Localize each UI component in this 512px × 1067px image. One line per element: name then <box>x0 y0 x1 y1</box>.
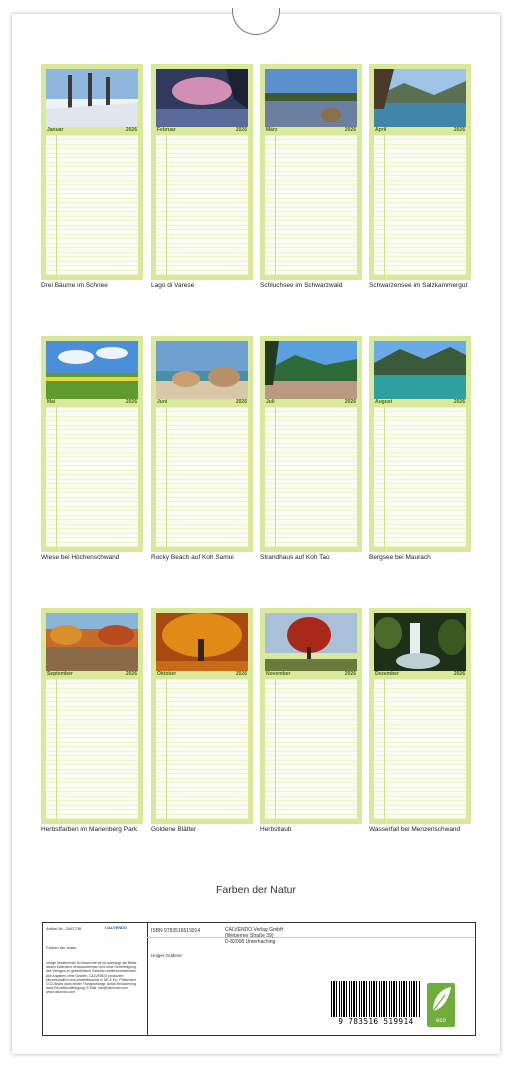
publisher-line: D-82008 Unterhaching <box>225 939 276 945</box>
imprint-box <box>42 922 476 1036</box>
article-number: Artikel-Nr.: 2067736 <box>46 926 82 931</box>
month-photo <box>374 613 466 671</box>
month-year: 2026 <box>235 399 247 405</box>
day-grid <box>46 679 138 819</box>
legal-notice: Infolge bestehender Schutzrechte ist es untersagt, die Bilder dieses Kalenders herauszutrennen und ohne Genehmigung des Verlages zu gewerblichen Zwecken weiterzuverwenden. Alle Angaben ohne Gewähr. CALVENDO produziert klimafreundlich und umweltbewusst in DE & EU. Präsentiert CO2-Bilanz dank bester Transportwege. Anfall-Reduzierung dank Einzelstückfertigung. E-Mail: info@calvendo.com · www.calvendo.com <box>46 961 137 995</box>
photo-caption: Drei Bäume im Schnee <box>41 282 108 289</box>
day-grid <box>374 679 466 819</box>
month-panel <box>369 64 471 289</box>
barcode-number: 9 783516 519914 <box>338 1017 414 1026</box>
month-panel <box>369 608 471 833</box>
month-photo <box>265 69 357 127</box>
month-year: 2026 <box>453 127 465 133</box>
barcode-bars <box>331 981 421 1017</box>
month-photo <box>374 341 466 399</box>
month-panel <box>41 336 143 561</box>
day-grid <box>374 407 466 547</box>
month-name: Dezember <box>375 671 399 677</box>
month-year: 2026 <box>453 671 465 677</box>
day-grid <box>265 135 357 275</box>
month-year: 2026 <box>453 399 465 405</box>
isbn-barcode <box>331 981 421 1027</box>
photo-caption: Lago di Varese <box>151 282 195 289</box>
month-year: 2026 <box>235 127 247 133</box>
photo-caption: Herbstfarben im Marienberg Park <box>41 826 138 833</box>
month-name: September <box>47 671 73 677</box>
month-year: 2026 <box>344 127 356 133</box>
day-grid <box>46 135 138 275</box>
month-photo <box>265 341 357 399</box>
month-photo <box>46 69 138 127</box>
month-year: 2026 <box>125 671 137 677</box>
month-panel <box>151 608 253 833</box>
month-panel <box>260 608 362 833</box>
eco-label: eco <box>436 1018 446 1024</box>
day-grid <box>374 135 466 275</box>
author: Holger Gräbner <box>151 953 183 958</box>
month-year: 2026 <box>125 127 137 133</box>
month-panel <box>41 64 143 289</box>
eco-leaf-icon <box>427 983 455 1027</box>
month-year: 2026 <box>125 399 137 405</box>
month-name: Mai <box>47 399 56 405</box>
photo-caption: Wasserfall bei Menzenschwand <box>369 826 461 833</box>
day-grid <box>156 135 248 275</box>
month-panel <box>41 608 143 833</box>
month-photo <box>156 341 248 399</box>
month-photo <box>46 613 138 671</box>
month-name: Juli <box>266 399 275 405</box>
month-name: Oktober <box>157 671 177 677</box>
publisher-line: CALVENDO Verlag GmbH <box>225 927 284 933</box>
calendar-name-small: Farben der Natur <box>46 945 77 950</box>
photo-caption: Bergsee bei Maurach <box>369 554 431 561</box>
month-panel <box>369 336 471 561</box>
month-name: August <box>375 399 393 405</box>
month-panel <box>260 64 362 289</box>
month-photo <box>374 69 466 127</box>
month-name: Februar <box>157 127 176 133</box>
photo-caption: Schwarzensee im Salzkammergut <box>369 282 468 289</box>
photo-caption: Wiese bei Höchenschwand <box>41 554 120 561</box>
day-grid <box>156 679 248 819</box>
month-name: Juni <box>157 399 168 405</box>
month-photo <box>156 613 248 671</box>
photo-caption: Strandhaus auf Koh Tao <box>260 554 330 561</box>
month-name: April <box>375 127 387 133</box>
month-photo <box>265 613 357 671</box>
month-name: März <box>266 127 278 133</box>
month-name: November <box>266 671 291 677</box>
month-name: Januar <box>47 127 64 133</box>
day-grid <box>156 407 248 547</box>
month-year: 2026 <box>235 671 247 677</box>
day-grid <box>265 407 357 547</box>
month-panel <box>260 336 362 561</box>
leaf-icon <box>427 983 455 1017</box>
publisher-logo: CALVENDO <box>105 925 128 930</box>
month-panel <box>151 336 253 561</box>
calendar-title: Farben der Natur <box>216 884 296 896</box>
publisher-address <box>225 927 325 945</box>
day-grid <box>46 407 138 547</box>
photo-caption: Rocky Beach auf Koh Samui <box>151 554 234 561</box>
day-grid <box>265 679 357 819</box>
isbn: ISBN 9783516519914 <box>151 928 201 934</box>
photo-caption: Herbstlaub <box>260 826 292 833</box>
month-photo <box>46 341 138 399</box>
photo-caption: Goldene Blätter <box>151 826 197 833</box>
photo-caption: Schluchsee im Schwarzwald <box>260 282 343 289</box>
publisher-line: (Weberner Straße 39) <box>225 933 274 939</box>
month-panel <box>151 64 253 289</box>
month-year: 2026 <box>344 671 356 677</box>
month-year: 2026 <box>344 399 356 405</box>
month-photo <box>156 69 248 127</box>
